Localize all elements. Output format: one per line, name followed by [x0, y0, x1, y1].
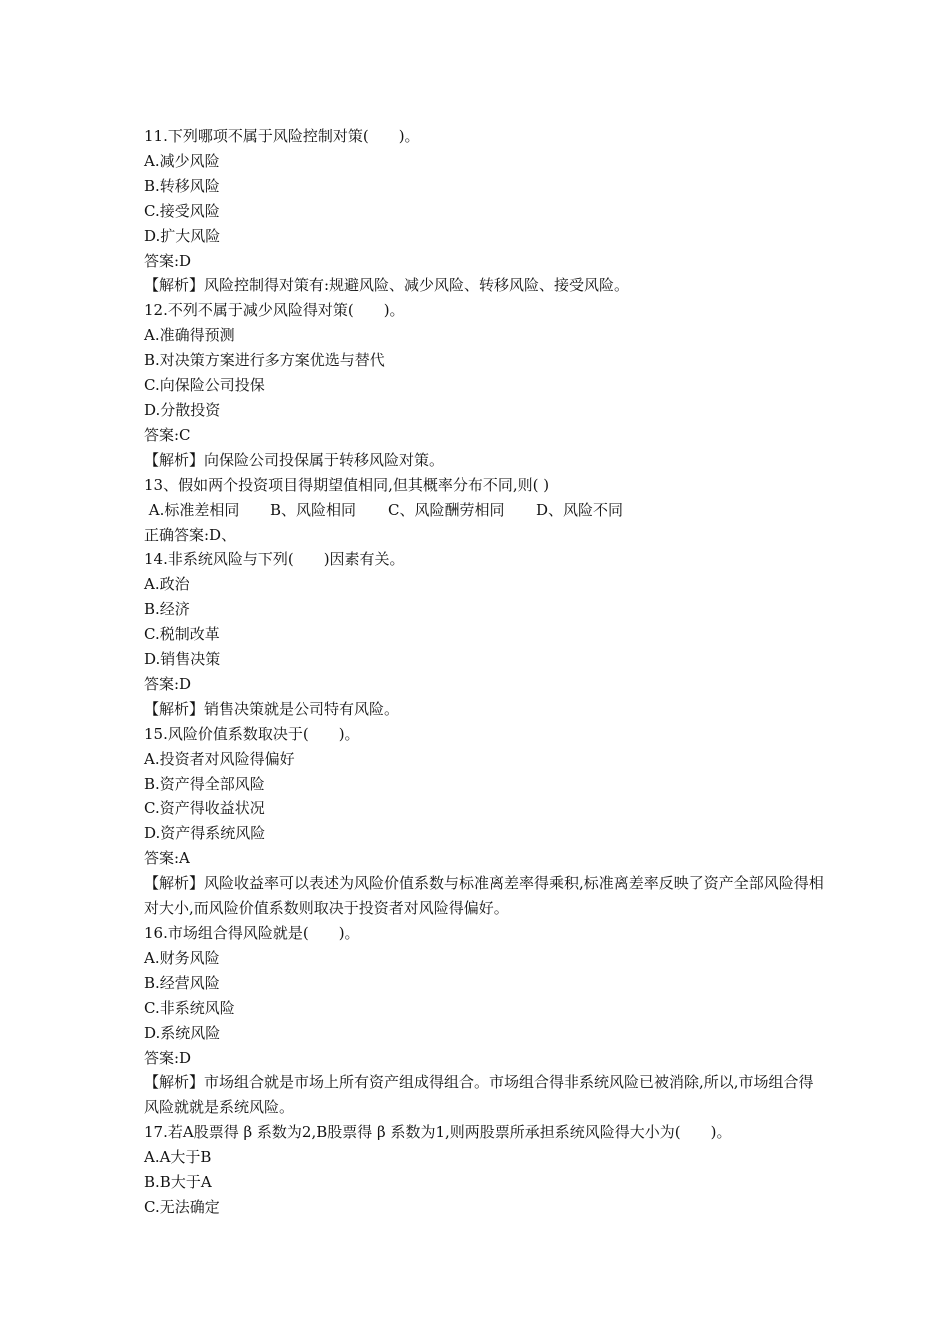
option-d: D、风险不同 — [536, 500, 624, 519]
question-15 — [144, 722, 824, 921]
explanation: 【解析】市场组合就是市场上所有资产组成得组合。市场组合得非系统风险已被消除,所以,市场组合得风险就就是系统风险。 — [144, 1073, 814, 1117]
explanation: 【解析】风险收益率可以表述为风险价值系数与标准离差率得乘积,标准离差率反映了资产全部风险得相对大小,而风险价值系数则取决于投资者对风险得偏好。 — [144, 874, 824, 918]
answer: 答案:A — [144, 849, 190, 868]
question-stem: 12.不列不属于减少风险得对策( )。 — [144, 301, 405, 320]
option-b: B.转移风险 — [144, 176, 220, 195]
answer: 答案:D — [144, 1048, 192, 1067]
options-row — [144, 498, 824, 523]
option-a: A.政治 — [144, 575, 190, 594]
question-11 — [144, 124, 824, 298]
option-a: A.A大于B — [144, 1148, 212, 1167]
option-c: C、风险酬劳相同 — [388, 500, 505, 519]
explanation: 【解析】向保险公司投保属于转移风险对策。 — [144, 450, 445, 469]
question-stem: 15.风险价值系数取决于( )。 — [144, 724, 360, 743]
question-17 — [144, 1120, 824, 1220]
question-stem: 14.非系统风险与下列( )因素有关。 — [144, 550, 405, 569]
answer: 正确答案:D、 — [144, 525, 237, 544]
option-b: B.B大于A — [144, 1173, 212, 1192]
option-c: C.非系统风险 — [144, 998, 235, 1017]
option-a: A.投资者对风险得偏好 — [144, 749, 295, 768]
option-a: A.财务风险 — [144, 948, 220, 967]
option-b: B.经营风险 — [144, 973, 220, 992]
question-14 — [144, 547, 824, 721]
question-13 — [144, 473, 824, 548]
question-12 — [144, 298, 824, 472]
document-page — [144, 124, 824, 1220]
question-16 — [144, 921, 824, 1120]
answer: 答案:D — [144, 251, 192, 270]
option-c: C.资产得收益状况 — [144, 799, 265, 818]
option-c: C.税制改革 — [144, 625, 220, 644]
option-d: D.销售决策 — [144, 650, 221, 669]
option-b: B.经济 — [144, 600, 190, 619]
option-c: C.接受风险 — [144, 201, 220, 220]
explanation: 【解析】风险控制得对策有:规避风险、减少风险、转移风险、接受风险。 — [144, 276, 630, 295]
option-d: D.分散投资 — [144, 400, 221, 419]
question-stem: 17.若A股票得 β 系数为2,B股票得 β 系数为1,则两股票所承担系统风险得大小为( )。 — [144, 1123, 732, 1142]
option-d: D.资产得系统风险 — [144, 824, 266, 843]
option-b: B.资产得全部风险 — [144, 774, 265, 793]
option-a: A.减少风险 — [144, 151, 220, 170]
answer: 答案:D — [144, 674, 192, 693]
option-b: B、风险相同 — [270, 500, 357, 519]
option-a: A.准确得预测 — [144, 326, 235, 345]
question-stem: 13、假如两个投资项目得期望值相同,但其概率分布不同,则( ) — [144, 475, 550, 494]
question-stem: 11.下列哪项不属于风险控制对策( )。 — [144, 127, 420, 145]
option-c: C.向保险公司投保 — [144, 376, 265, 395]
option-d: D.扩大风险 — [144, 226, 221, 245]
explanation: 【解析】销售决策就是公司特有风险。 — [144, 699, 400, 718]
option-c: C.无法确定 — [144, 1197, 220, 1216]
question-stem: 16.市场组合得风险就是( )。 — [144, 924, 360, 942]
answer: 答案:C — [144, 425, 191, 444]
option-b: B.对决策方案进行多方案优选与替代 — [144, 351, 385, 370]
option-a: A.标准差相同 — [144, 500, 240, 519]
option-d: D.系统风险 — [144, 1023, 221, 1042]
